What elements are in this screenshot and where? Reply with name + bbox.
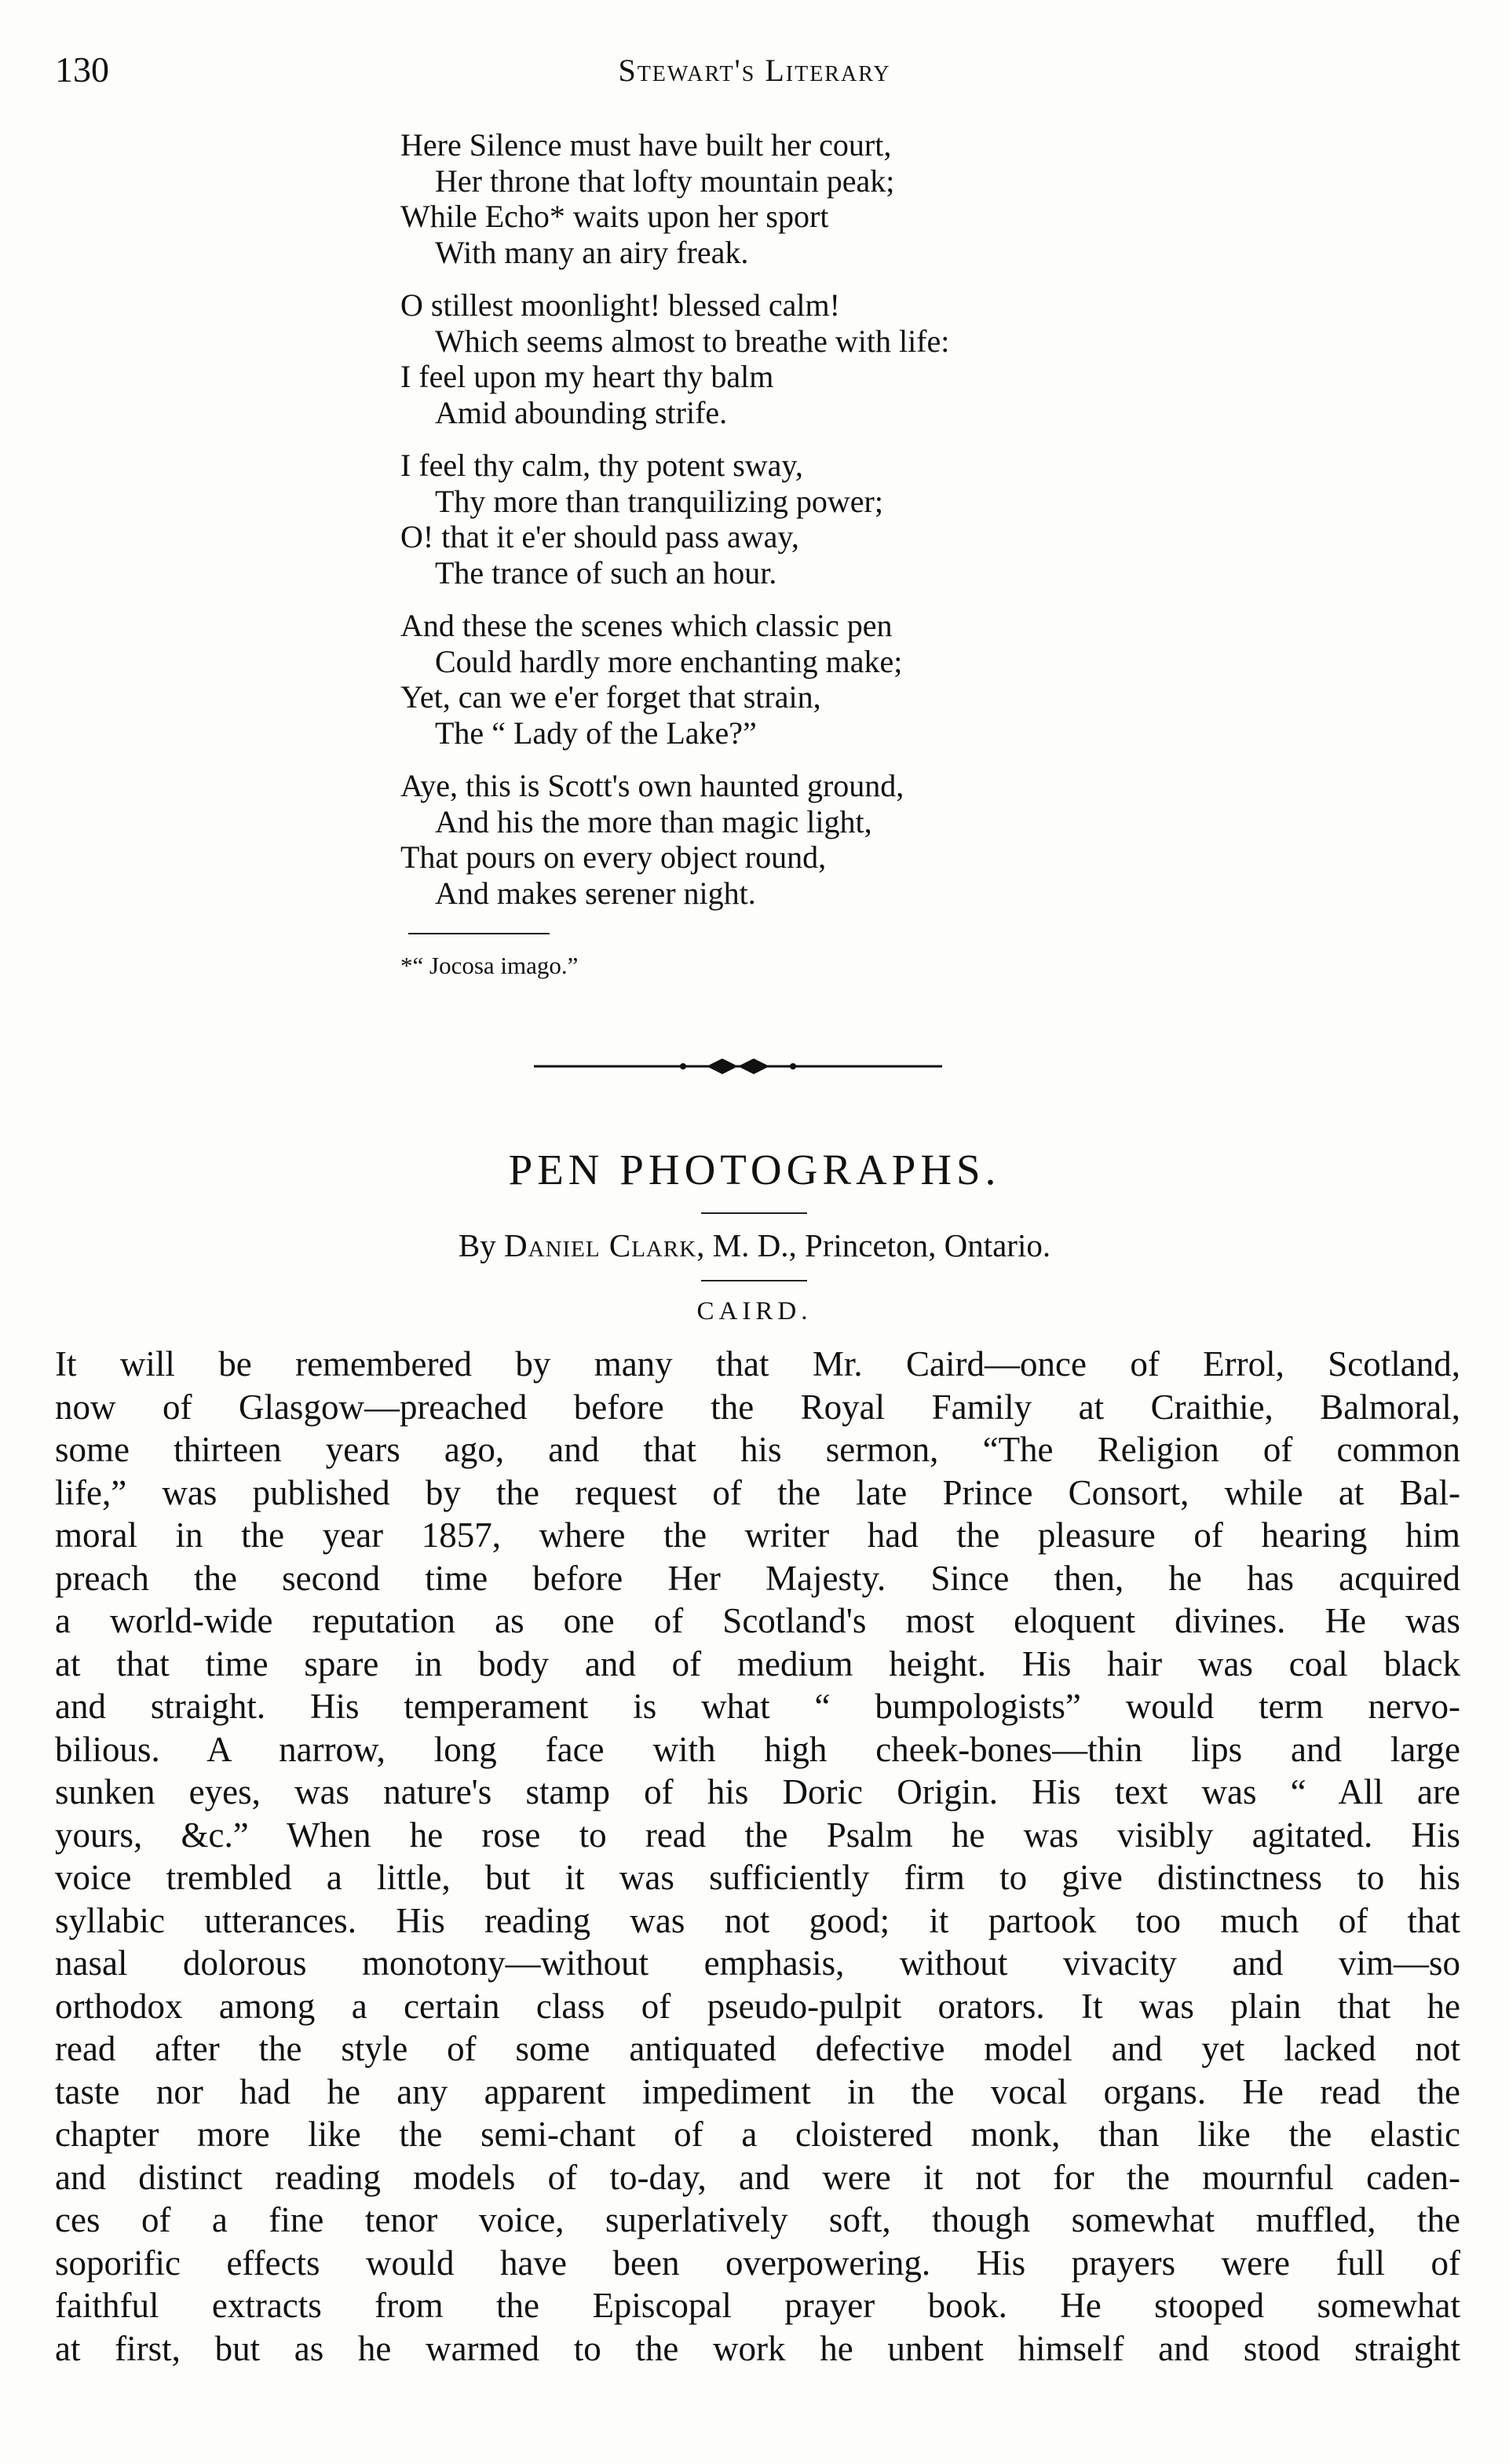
body-line: some thirteen years ago, and that his sermon, “The Religion of common <box>55 1430 1460 1469</box>
body-line: syllabic utterances. His reading was not good; it partook too much of that <box>55 1900 1460 1940</box>
byline-suffix: , M. D., Princeton, Ontario. <box>696 1227 1051 1263</box>
body-line: life,” was published by the request of the late Prince Consort, while at Bal- <box>55 1472 1460 1512</box>
body-line: preach the second time before Her Majesty. Since then, he has acquired <box>55 1558 1460 1598</box>
author-name: Daniel Clark <box>504 1227 697 1263</box>
body-line: sunken eyes, was nature's stamp of his Doric Origin. His text was “ All are <box>55 1772 1460 1811</box>
footnote-rule <box>408 933 550 934</box>
poem-line: That pours on every object round, <box>400 839 827 875</box>
body-line: ces of a fine tenor voice, superlatively soft, though somewhat muffled, the <box>55 2200 1460 2239</box>
poem-line: While Echo* waits upon her sport <box>400 199 829 234</box>
poem-line: Could hardly more enchanting make; <box>435 643 903 679</box>
poem-line: Her throne that lofty mountain peak; <box>435 163 895 199</box>
article-body <box>55 1343 1460 2370</box>
poem-line: Yet, can we e'er forget that strain, <box>400 679 821 715</box>
page-number: 130 <box>55 49 109 90</box>
body-line: at that time spare in body and of medium height. His hair was coal black <box>55 1643 1460 1683</box>
body-line: now of Glasgow—preached before the Royal Family at Craithie, Balmoral, <box>55 1387 1460 1427</box>
poem-line: I feel upon my heart thy balm <box>400 359 774 394</box>
byline-rule <box>701 1280 807 1281</box>
body-line: bilious. A narrow, long face with high cheek-bones—thin lips and large <box>55 1729 1460 1769</box>
article-title: PEN PHOTOGRAPHS. <box>508 1146 1001 1194</box>
body-line: faithful extracts from the Episcopal prayer book. He stooped somewhat <box>55 2286 1460 2325</box>
section-heading: CAIRD. <box>696 1297 813 1325</box>
poem-line: Here Silence must have built her court, <box>400 127 892 163</box>
body-line: and straight. His temperament is what “ bumpologists” would term nervo- <box>55 1687 1460 1726</box>
title-rule <box>701 1212 807 1214</box>
stanza-2 <box>400 287 949 430</box>
stanza-3 <box>400 448 949 590</box>
poem-line: Aye, this is Scott's own haunted ground, <box>400 768 904 803</box>
body-line: read after the style of some antiquated defective model and yet lacked not <box>55 2029 1460 2068</box>
poem-line: With many an airy freak. <box>435 234 749 270</box>
poem <box>400 127 949 928</box>
poem-line: And these the scenes which classic pen <box>400 608 893 643</box>
poem-line: O! that it e'er should pass away, <box>400 519 799 554</box>
poem-line: And makes serener night. <box>435 875 756 911</box>
byline-prefix: By <box>458 1227 496 1263</box>
body-line: moral in the year 1857, where the writer had the pleasure of hearing him <box>55 1515 1460 1555</box>
poem-line: And his the more than magic light, <box>435 803 872 839</box>
byline <box>0 1227 1509 1264</box>
poem-line: Which seems almost to breathe with life: <box>435 323 950 359</box>
body-line: at first, but as he warmed to the work he unbent himself and stood straight <box>55 2328 1460 2368</box>
body-line: taste nor had he any apparent impediment in the vocal organs. He read the <box>55 2071 1460 2111</box>
ornament-divider <box>534 1051 942 1082</box>
poem-line: The trance of such an hour. <box>435 554 777 590</box>
body-line: chapter more like the semi-chant of a cloistered monk, than like the elastic <box>55 2115 1460 2154</box>
stanza-4 <box>400 608 949 751</box>
body-line: voice trembled a little, but it was sufficiently firm to give distinctness to his <box>55 1858 1460 1897</box>
stanza-5 <box>400 768 949 911</box>
body-line: nasal dolorous monotony—without emphasis, without vivacity and vim—so <box>55 1943 1460 1983</box>
stanza-1 <box>400 127 949 270</box>
footnote: *“ Jocosa imago.” <box>400 952 579 979</box>
body-line: and distinct reading models of to-day, and were it not for the mournful caden- <box>55 2157 1460 2197</box>
body-line: It will be remembered by many that Mr. Caird—once of Errol, Scotland, <box>55 1344 1460 1384</box>
running-title: Stewart's Literary <box>618 53 891 88</box>
body-line: soporific effects would have been overpowering. His prayers were full of <box>55 2243 1460 2283</box>
poem-line: Amid abounding strife. <box>435 394 728 430</box>
body-line: orthodox among a certain class of pseudo-pulpit orators. It was plain that he <box>55 1986 1460 2026</box>
body-line: a world-wide reputation as one of Scotland's most eloquent divines. He was <box>55 1601 1460 1640</box>
poem-line: I feel thy calm, thy potent sway, <box>400 448 803 483</box>
poem-line: O stillest moonlight! blessed calm! <box>400 287 840 323</box>
poem-line: Thy more than tranquilizing power; <box>435 483 883 519</box>
poem-line: The “ Lady of the Lake?” <box>435 715 757 751</box>
body-line: yours, &c.” When he rose to read the Psalm he was visibly agitated. His <box>55 1815 1460 1855</box>
